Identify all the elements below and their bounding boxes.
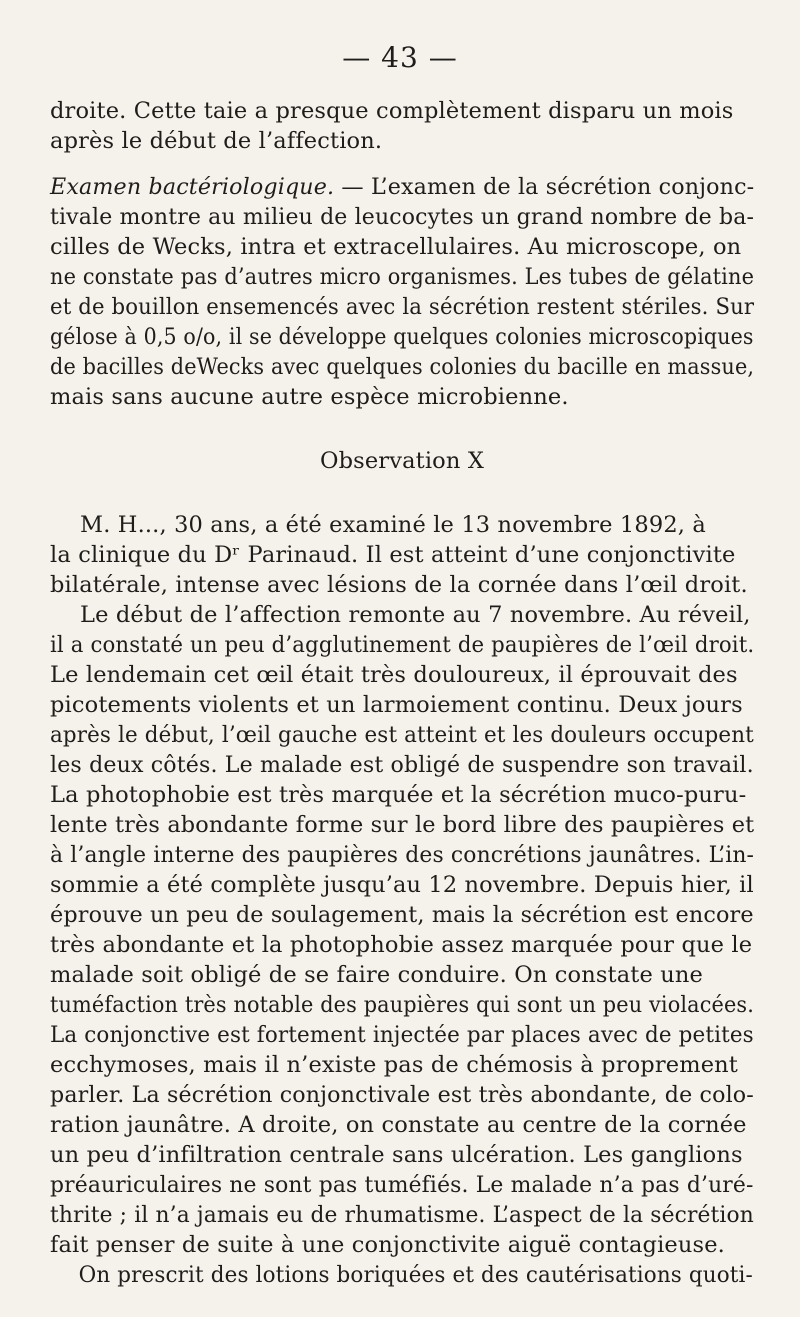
page-body bbox=[50, 96, 754, 1290]
text-line: la clinique du Dʳ Parinaud. Il est atteint d’une conjonctivite bbox=[50, 542, 736, 568]
text-line: On prescrit des lotions boriquées et des cautérisations quoti- bbox=[78, 1262, 753, 1288]
section-lead-title: Examen bactériologique. bbox=[50, 174, 335, 200]
text-line: tivale montre au milieu de leucocytes un grand nombre de ba- bbox=[50, 204, 755, 230]
text-line: Le début de l’affection remonte au 7 novembre. Au réveil, bbox=[80, 602, 751, 628]
heading-gap bbox=[50, 412, 754, 446]
text-line: les deux côtés. Le malade est obligé de suspendre son travail. bbox=[50, 752, 754, 778]
paragraph-patient-intro bbox=[50, 510, 754, 600]
text-line: droite. Cette taie a presque complètement disparu un mois bbox=[50, 98, 734, 124]
text-fragment: — L’examen de la sécrétion conjonc- bbox=[334, 174, 755, 200]
paragraph-bacteriology bbox=[50, 172, 754, 412]
text-line: Le lendemain cet œil était très douloureux, il éprouvait des bbox=[50, 662, 738, 688]
text-line: de bacilles deWecks avec quelques colonies du bacille en massue, bbox=[50, 354, 755, 380]
text-line: il a constaté un peu d’agglutinement de paupières de l’œil droit. bbox=[50, 632, 755, 658]
text-line: après le début, l’œil gauche est atteint et les douleurs occupent bbox=[50, 722, 754, 748]
text-line: gélose à 0,5 o/o, il se développe quelques colonies microscopiques bbox=[50, 324, 754, 350]
text-line: lente très abondante forme sur le bord libre des paupières et bbox=[50, 812, 755, 838]
text-line: parler. La sécrétion conjonctivale est très abondante, de colo- bbox=[50, 1082, 754, 1108]
text-line: cilles de Wecks, intra et extracellulaires. Au microscope, on bbox=[50, 234, 742, 260]
page-number: — 43 — bbox=[342, 41, 458, 74]
paragraph-gap bbox=[50, 156, 754, 172]
text-line: picotements violents et un larmoiement continu. Deux jours bbox=[50, 692, 743, 718]
observation-heading: Observation X bbox=[320, 448, 484, 474]
paragraph-1 bbox=[50, 96, 754, 156]
text-line: ne constate pas d’autres micro organismes. Les tubes de gélatine bbox=[50, 264, 755, 290]
text-line: thrite ; il n’a jamais eu de rhumatisme. L’aspect de la sécrétion bbox=[50, 1202, 754, 1228]
text-line: La photophobie est très marquée et la sécrétion muco-puru- bbox=[50, 782, 747, 808]
paragraph-history bbox=[50, 600, 754, 1260]
paragraph-treatment bbox=[50, 1260, 754, 1290]
text-line: fait penser de suite à une conjonctivite aiguë contagieuse. bbox=[50, 1232, 725, 1258]
text-line: ration jaunâtre. A droite, on constate au centre de la cornée bbox=[50, 1112, 747, 1138]
text-line: sommie a été complète jusqu’au 12 novembre. Depuis hier, il bbox=[50, 872, 754, 898]
text-line: tuméfaction très notable des paupières qui sont un peu violacées. bbox=[50, 992, 755, 1018]
text-line: après le début de l’affection. bbox=[50, 128, 383, 154]
text-line: un peu d’infiltration centrale sans ulcération. Les ganglions bbox=[50, 1142, 743, 1168]
text-line: ecchymoses, mais il n’existe pas de chémosis à proprement bbox=[50, 1052, 738, 1078]
text-line: malade soit obligé de se faire conduire. On constate une bbox=[50, 962, 704, 988]
text-line: La conjonctive est fortement injectée par places avec de petites bbox=[50, 1022, 754, 1048]
text-line: et de bouillon ensemencés avec la sécrétion restent stériles. Sur bbox=[50, 294, 755, 320]
text-line: éprouve un peu de soulagement, mais la sécrétion est encore bbox=[50, 902, 754, 928]
text-line: préauriculaires ne sont pas tuméfiés. Le malade n’a pas d’uré- bbox=[50, 1172, 754, 1198]
heading-gap bbox=[50, 476, 754, 510]
text-line: mais sans aucune autre espèce microbienne. bbox=[50, 384, 569, 410]
text-line: bilatérale, intense avec lésions de la cornée dans l’œil droit. bbox=[50, 572, 748, 598]
text-line: à l’angle interne des paupières des concrétions jaunâtres. L’in- bbox=[50, 842, 755, 868]
text-line: M. H..., 30 ans, a été examiné le 13 novembre 1892, à bbox=[80, 512, 706, 538]
text-line: très abondante et la photophobie assez marquée pour que le bbox=[50, 932, 753, 958]
text-line bbox=[50, 172, 755, 202]
